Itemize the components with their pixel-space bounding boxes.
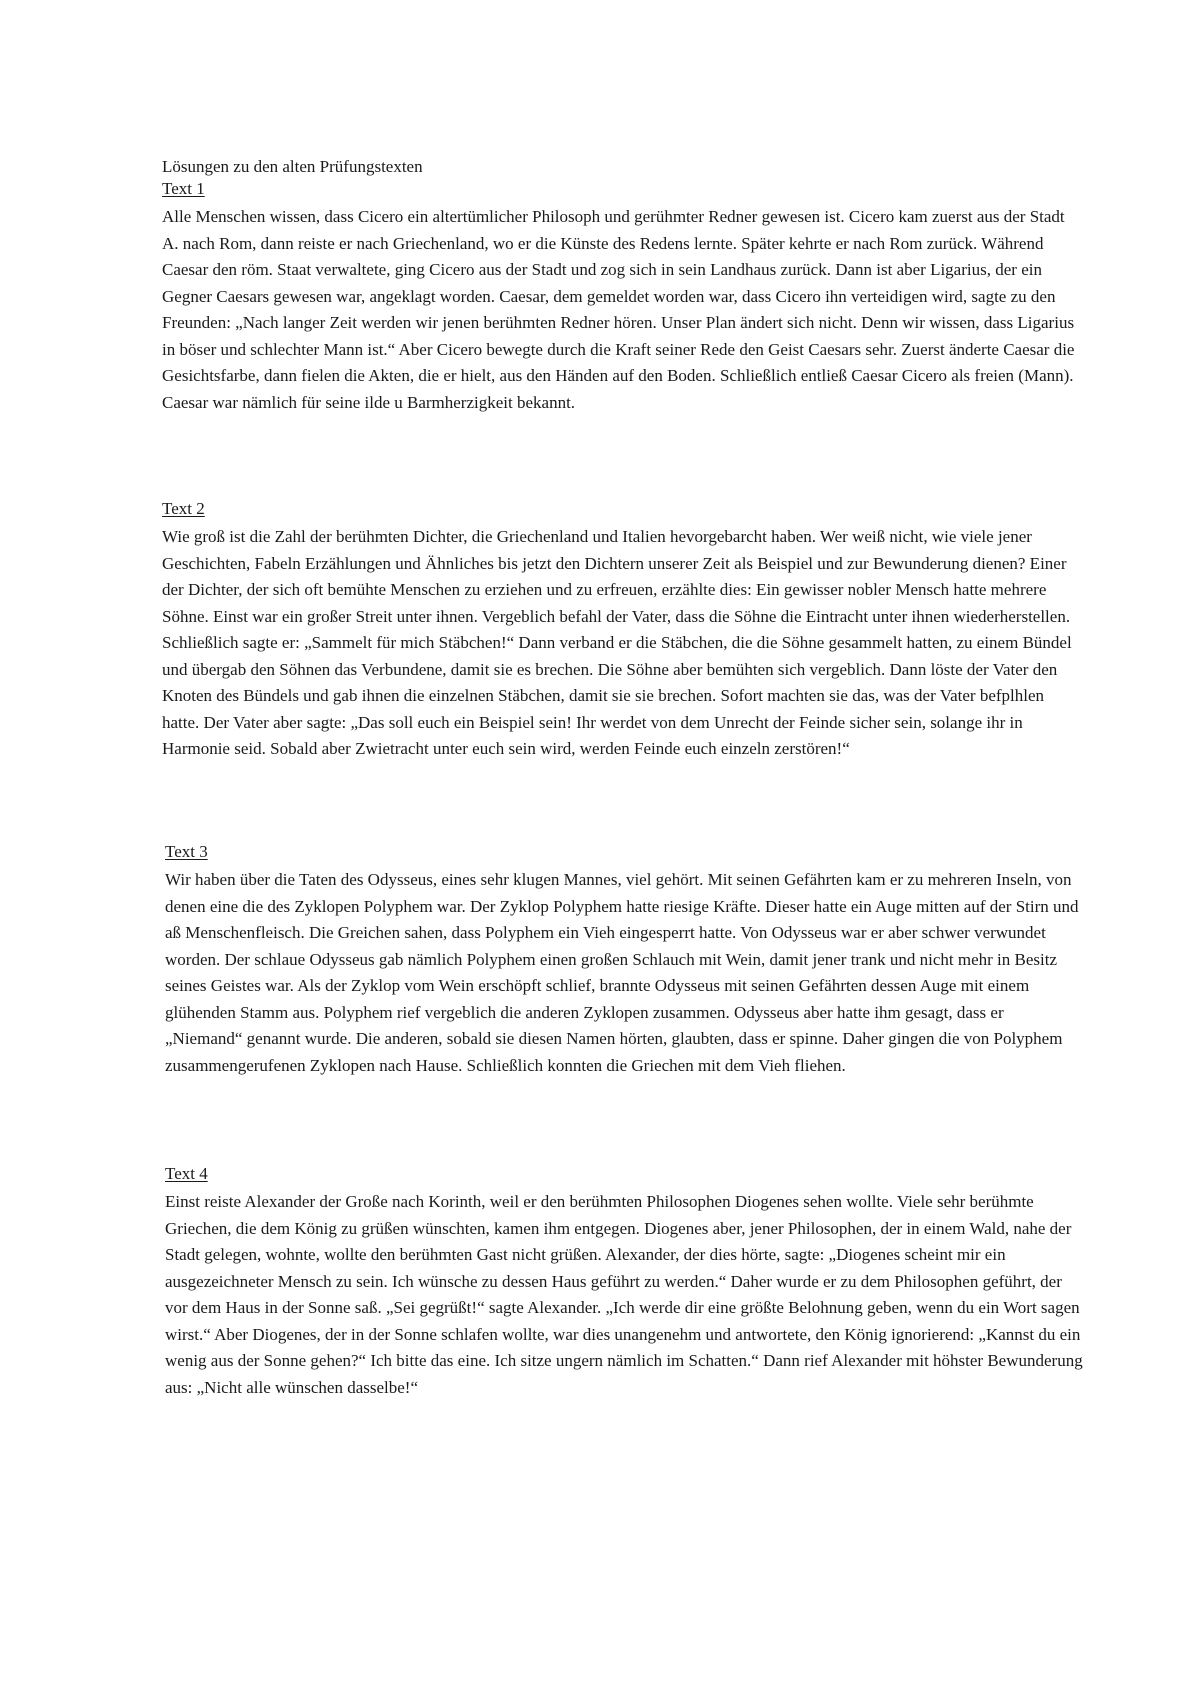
document-title: Lösungen zu den alten Prüfungstexten: [162, 157, 423, 176]
section-body: Alle Menschen wissen, dass Cicero ein altertümlicher Philosoph und gerühmter Redner gewesen ist. Cicero kam zuerst aus der Stadt A. nach Rom, dann reiste er nach Griechenland, wo er die Künste des Redens lernte. Später kehrte er nach Rom zurück. Während Caesar den röm. Staat verwaltete, ging Cicero aus der Stadt und zog sich in sein Landhaus zurück. Dann ist aber Ligarius, der ein Gegner Caesars gewesen war, angeklagt worden. Caesar, dem gemeldet worden war, dass Cicero ihn verteidigen wird, sagte zu den Freunden: „Nach langer Zeit werden wir jenen berühmten Redner hören. Unser Plan ändert sich nicht. Denn wir wissen, dass Ligarius in böser und schlechter Mann ist.“ Aber Cicero bewegte durch die Kraft seiner Rede den Geist Caesars sehr. Zuerst änderte Caesar die Gesichtsfarbe, dann fielen die Akten, die er hielt, aus den Händen auf den Boden. Schließlich entließ Caesar Cicero als freien (Mann). Caesar war nämlich für seine ilde u Barmherzigkeit bekannt.: [162, 207, 1075, 412]
text-section-3: [165, 841, 1085, 1079]
section-heading: Text 2: [162, 499, 205, 518]
text-section-1: [162, 178, 1082, 416]
section-body: Wir haben über die Taten des Odysseus, eines sehr klugen Mannes, viel gehört. Mit seinen Gefährten kam er zu mehreren Inseln, von denen eine die des Zyklopen Polyphem war. Der Zyklop Polyphem hatte riesige Kräfte. Dieser hatte ein Auge mitten auf der Stirn und aß Menschenfleisch. Die Greichen sahen, dass Polyphem ein Vieh eingesperrt hatte. Von Odysseus war er aber schwer verwundet worden. Der schlaue Odysseus gab nämlich Polyphem einen großen Schlauch mit Wein, damit jener trank und nicht mehr in Besitz seines Geistes war. Als der Zyklop vom Wein erschöpft schlief, brannte Odysseus mit seinen Gefährten dessen Auge mit einem glühenden Stamm aus. Polyphem rief vergeblich die anderen Zyklopen zusammen. Odysseus aber hatte ihm gesagt, dass er „Niemand“ genannt wurde. Die anderen, sobald sie diesen Namen hörten, glaubten, dass er spinne. Daher gingen die von Polyphem zusammengerufenen Zyklopen nach Hause. Schließlich konnten die Griechen mit dem Vieh fliehen.: [165, 870, 1079, 1075]
section-heading: Text 1: [162, 179, 205, 198]
section-body: Wie groß ist die Zahl der berühmten Dichter, die Griechenland und Italien hevorgebarcht haben. Wer weiß nicht, wie viele jener Geschichten, Fabeln Erzählungen und Ähnliches bis jetzt den Dichtern unserer Zeit als Beispiel und zur Bewunderung dienen? Einer der Dichter, der sich oft bemühte Menschen zu erziehen und zu erfreuen, erzählte dies: Ein gewisser nobler Mensch hatte mehrere Söhne. Einst war ein großer Streit unter ihnen. Vergeblich befahl der Vater, dass die Söhne die Eintracht unter ihnen wiederherstellen. Schließlich sagte er: „Sammelt für mich Stäbchen!“ Dann verband er die Stäbchen, die die Söhne gesammelt hatten, zu einem Bündel und übergab den Söhnen das Verbundene, damit sie es brechen. Die Söhne aber bemühten sich vergeblich. Dann löste der Vater den Knoten des Bündels und gab ihnen die einzelnen Stäbchen, damit sie sie brechen. Sofort machten sie das, was der Vater befplhlen hatte. Der Vater aber sagte: „Das soll euch ein Beispiel sein! Ihr werdet von dem Unrecht der Feinde sicher sein, solange ihr in Harmonie seid. Sobald aber Zwietracht unter euch sein wird, werden Feinde euch einzeln zerstören!“: [162, 527, 1072, 758]
text-section-2: [162, 498, 1082, 763]
section-heading: Text 3: [165, 842, 208, 861]
section-heading: Text 4: [165, 1164, 208, 1183]
section-body: Einst reiste Alexander der Große nach Korinth, weil er den berühmten Philosophen Diogenes sehen wollte. Viele sehr berühmte Griechen, die dem König zu grüßen wünschten, kamen ihm entgegen. Diogenes aber, jener Philosophen, der in einem Wald, nahe der Stadt gelegen, wohnte, wollte den berühmten Gast nicht grüßen. Alexander, der dies hörte, sagte: „Diogenes scheint mir ein ausgezeichneter Mensch zu sein. Ich wünsche zu dessen Haus geführt zu werden.“ Daher wurde er zu dem Philosophen geführt, der vor dem Haus in der Sonne saß. „Sei gegrüßt!“ sagte Alexander. „Ich werde dir eine größte Belohnung geben, wenn du ein Wort sagen wirst.“ Aber Diogenes, der in der Sonne schlafen wollte, war dies unangenehm und antwortete, den König ignorierend: „Kannst du ein wenig aus der Sonne gehen?“ Ich bitte das eine. Ich sitze ungern nämlich im Schatten.“ Dann rief Alexander mit höhster Bewunderung aus: „Nicht alle wünschen dasselbe!“: [165, 1192, 1083, 1397]
text-section-4: [165, 1163, 1085, 1401]
